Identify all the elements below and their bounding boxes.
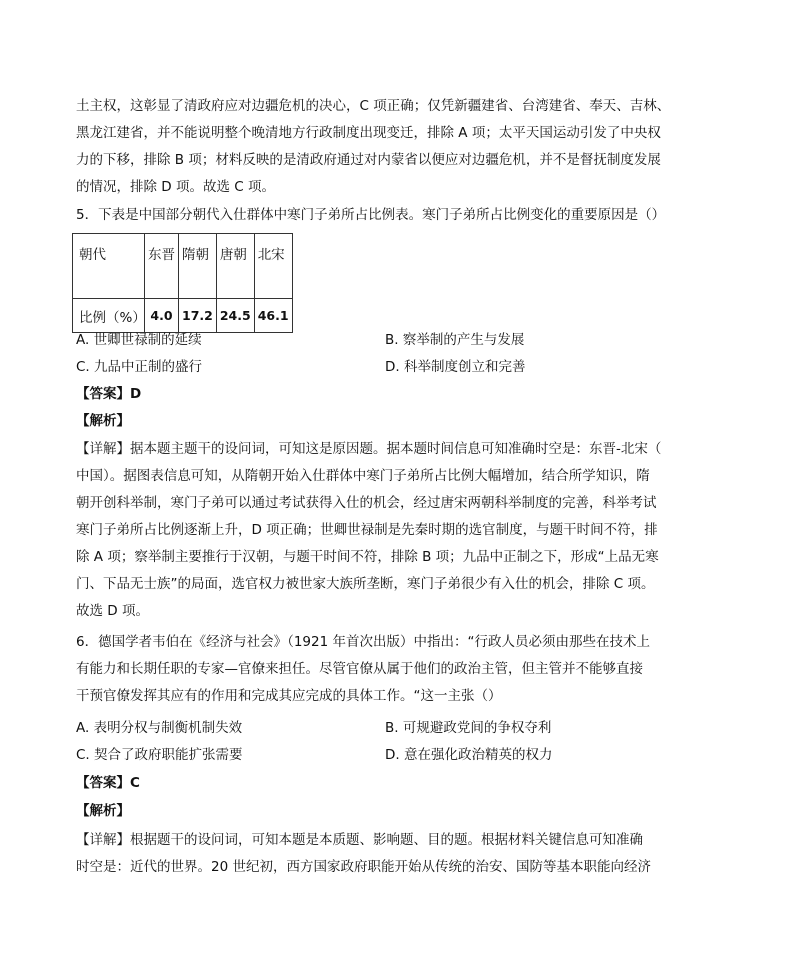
- table-cell: 4.0: [145, 299, 179, 333]
- q5-option-d: D. 科举制度创立和完善: [385, 359, 526, 375]
- text-line: 力的下移，排除 B 项；材料反映的是清政府通过对内蒙省以便应对边疆危机，并不是督抚制度发展: [76, 152, 661, 168]
- q5-option-c: C. 九品中正制的盛行: [76, 359, 203, 375]
- text-line: 中国）。据图表信息可知，从隋朝开始入仕群体中寒门子弟所占比例大幅增加，结合所学知识，隋: [76, 468, 650, 484]
- text-line: 故选 D 项。: [76, 603, 149, 619]
- table-cell: 北宋: [254, 234, 292, 299]
- q6-analysis-title: 【解析】: [76, 803, 130, 819]
- text-line: 干预官僚发挥其应有的作用和完成其应完成的具体工作。“这一主张（）: [76, 688, 502, 704]
- table-cell: 46.1: [254, 299, 292, 333]
- text-line: 有能力和长期任职的专家—官僚来担任。尽管官僚从属于他们的政治主管，但主管并不能够直接: [76, 661, 643, 677]
- q6-option-d: D. 意在强化政治精英的权力: [385, 747, 553, 763]
- table-header-dynasty: 朝代: [73, 234, 145, 299]
- q5-analysis-title: 【解析】: [76, 413, 130, 429]
- table-header-ratio: 比例（%）: [73, 299, 145, 333]
- text-line: 门、下品无士族”的局面，选官权力被世家大族所垄断，寒门子弟很少有入仕的机会，排除 C 项。: [76, 576, 655, 592]
- q5-option-b: B. 察举制的产生与发展: [385, 332, 525, 348]
- text-line: 时空是：近代的世界。20 世纪初，西方国家政府职能开始从传统的治安、国防等基本职能向经济: [76, 859, 651, 875]
- text-line: 土主权，这彰显了清政府应对边疆危机的决心，C 项正确；仅凭新疆建省、台湾建省、奉天、吉林、: [76, 98, 671, 114]
- table-cell: 唐朝: [216, 234, 254, 299]
- text-line: 【详解】据本题主题干的设问词，可知这是原因题。据本题时间信息可知准确时空是：东晋-北宋（: [76, 441, 662, 457]
- q5-option-a: A. 世卿世禄制的延续: [76, 332, 202, 348]
- q6-option-b: B. 可规避政党间的争权夺利: [385, 720, 552, 736]
- q6-option-a: A. 表明分权与制衡机制失效: [76, 720, 243, 736]
- table-row: [73, 234, 293, 299]
- text-line: 6．德国学者韦伯在《经济与社会》（1921 年首次出版）中指出：“行政人员必须由那些在技术上: [76, 634, 650, 650]
- q5-answer: 【答案】D: [76, 386, 142, 402]
- table-cell: 隋朝: [179, 234, 217, 299]
- table-cell: 东晋: [145, 234, 179, 299]
- table-cell: 24.5: [216, 299, 254, 333]
- q6-answer: 【答案】C: [76, 775, 140, 791]
- text-line: 朝开创科举制，寒门子弟可以通过考试获得入仕的机会，经过唐宋两朝科举制度的完善，科举考试: [76, 495, 657, 511]
- text-line: 黑龙江建省，并不能说明整个晚清地方行政制度出现变迁，排除 A 项；太平天国运动引发了中央权: [76, 125, 661, 141]
- text-line: 的情况，排除 D 项。故选 C 项。: [76, 179, 275, 195]
- table-cell: 17.2: [179, 299, 217, 333]
- text-line: 【详解】根据题干的设问词，可知本题是本质题、影响题、目的题。根据材料关键信息可知准确: [76, 832, 643, 848]
- table-row: [73, 299, 293, 333]
- q5-ratio-table: [72, 233, 293, 333]
- text-line: 寒门子弟所占比例逐渐上升，D 项正确；世卿世禄制是先秦时期的选官制度，与题干时间不符，排: [76, 522, 658, 538]
- q6-option-c: C. 契合了政府职能扩张需要: [76, 747, 243, 763]
- text-line: 除 A 项；察举制主要推行于汉朝，与题干时间不符，排除 B 项；九品中正制之下，形成“上品无寒: [76, 549, 659, 565]
- q5-stem: 5．下表是中国部分朝代入仕群体中寒门子弟所占比例表。寒门子弟所占比例变化的重要原因是（）: [76, 207, 666, 223]
